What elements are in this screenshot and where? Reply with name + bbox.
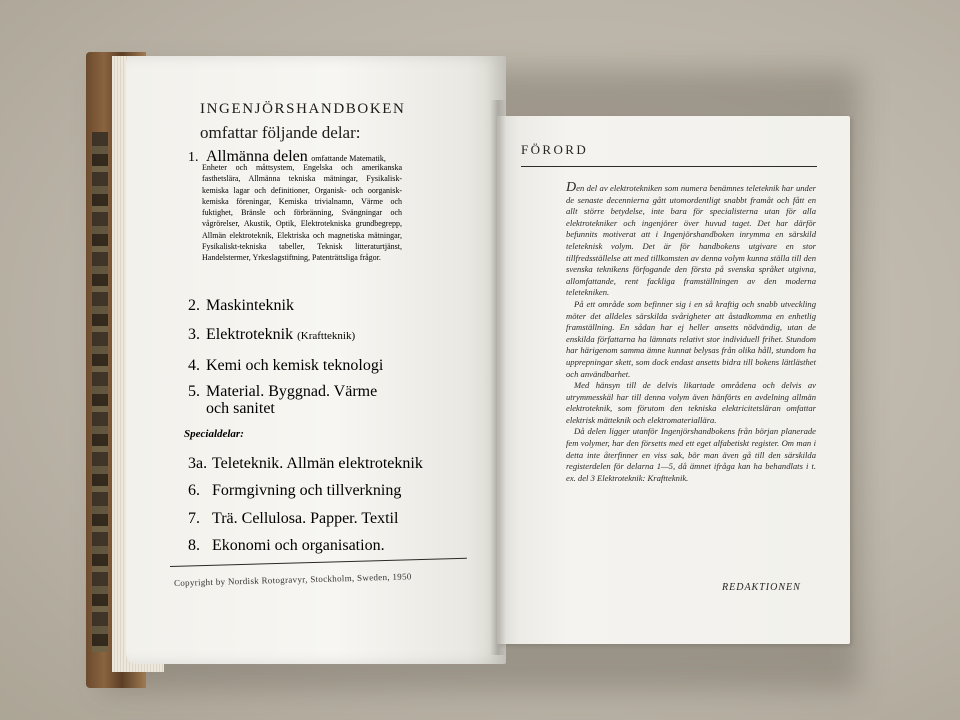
item-number: 2.	[188, 297, 200, 314]
special-item-7	[188, 510, 398, 527]
paragraph-text: en del av elektrotekniken som numera benämnes teleteknik har under de senaste decennierna gått utomordentligt snabbt framåt och fått en allt större betydelse, inte bara för specialisterna utan för alla elektrotekniker och ingenjörer över huvud taget. Det har därför befunnits motiverat att i Ingenjörshandboken inrymma en särskild teleteknisk volym. Det är för handbokens utgivare en stor tillfredsställelse att med tillkomsten av denna volym kunna ställa till den svenska teknikens förfogande den första på svenska språket utgivna, allomfattande, rent fackliga framställningen av den moderna teletekniken.	[566, 183, 816, 298]
paragraph	[566, 182, 816, 299]
item-number: 4.	[188, 357, 200, 374]
item-label: Formgivning och tillverkning	[212, 482, 402, 499]
book-subtitle: omfattar följande delar:	[200, 123, 361, 142]
item-description: Enheter och måttsystem, Engelska och amerikanska fasthetslära, Allmänna tekniska mätningar, Fysikalisk-kemiska lagar och definitioner, Organisk- och oorganisk-kemiska föreningar, Kemiska trivialnamn, Värme och fuktighet, Bränsle och förbränning, Svängningar och vågrörelser, Akustik, Optik, Elektrotekniska grundbegrepp, Allmän elektroteknik, Elektriska och magnetiska mätningar, Fysikaliskt-tekniska tabeller, Teknisk litteraturtjänst, Handelstermer, Yrkeslagstiftning, Patenträttsliga frågor.	[202, 163, 402, 263]
list-item-4	[188, 357, 383, 374]
item-label: Trä. Cellulosa. Papper. Textil	[212, 510, 399, 527]
item-number: 6.	[188, 482, 200, 499]
special-item-8	[188, 537, 385, 554]
special-item-6	[188, 482, 401, 499]
signature: REDAKTIONEN	[722, 582, 801, 593]
drop-cap: D	[566, 180, 577, 195]
copyright-text: Copyright by Nordisk Rotogravyr, Stockholm, Sweden, 1950	[173, 571, 412, 588]
item-note: (Kraftteknik)	[297, 330, 356, 342]
preface-body	[566, 182, 816, 484]
item-label: Teleteknik. Allmän elektroteknik	[212, 455, 423, 472]
special-heading: Specialdelar:	[184, 428, 244, 440]
special-item-3a	[188, 455, 423, 472]
heading-divider	[521, 166, 817, 167]
list-item-2	[188, 297, 294, 314]
item-number: 5.	[188, 383, 200, 400]
item-number: 3.	[188, 326, 200, 343]
item-number: 1.	[188, 150, 199, 165]
item-number: 7.	[188, 510, 200, 527]
book-title: INGENJÖRSHANDBOKEN	[200, 101, 406, 117]
paragraph: Då delen ligger utanför Ingenjörshandbokens från början planerade fem volymer, har den försetts med ett eget alfabetiskt register. Om man i detta inte återfinner en viss sak, bör man även gå till den särskilda registerdelen för delarna 1—5, då ämnet ifråga kan ha behandlats i t. ex. del 3 Elektroteknik: Kraftteknik.	[566, 426, 816, 483]
item-heading: Allmänna delen	[206, 148, 308, 165]
item-number: 3a.	[188, 455, 208, 472]
paragraph: På ett område som befinner sig i en så kraftig och snabb utveckling möter det alldeles särskilda svårigheter att åstadkomma en enhetlig framställning. En sådan har ej heller ansetts nödvändig, utan de enskilda författarna ha lämnats relativt stor individuell frihet. Stundom har härigenom samma ämne kunnat belysas från olika håll, stundom ha upprepningar skett, som dock endast ansetts bidra till bokens lättlästhet och användbarhet.	[566, 298, 816, 379]
item-label-line2: och sanitet	[206, 400, 275, 417]
list-item-3	[188, 326, 355, 345]
list-item-5	[188, 383, 377, 417]
item-number: 8.	[188, 537, 200, 554]
preface-heading: FÖRORD	[521, 142, 589, 157]
item-lead: omfattande Matematik,	[311, 154, 386, 163]
item-1-description	[202, 162, 402, 264]
book-gutter	[490, 100, 506, 655]
item-label: Material. Byggnad. Värme	[206, 383, 378, 400]
item-label: Ekonomi och organisation.	[212, 537, 385, 554]
item-label: Maskinteknik	[206, 297, 294, 314]
paragraph: Med hänsyn till de delvis likartade områdena och delvis av utrymmesskäl har till denna volym även hänförts en avdelning allmän elektroteknik, som förutom den tekniska elektricitetsläran omfattar elektrisk mätteknik och elektromateriallära.	[566, 380, 816, 425]
item-label: Elektroteknik	[206, 326, 294, 343]
item-label: Kemi och kemisk teknologi	[206, 357, 384, 374]
